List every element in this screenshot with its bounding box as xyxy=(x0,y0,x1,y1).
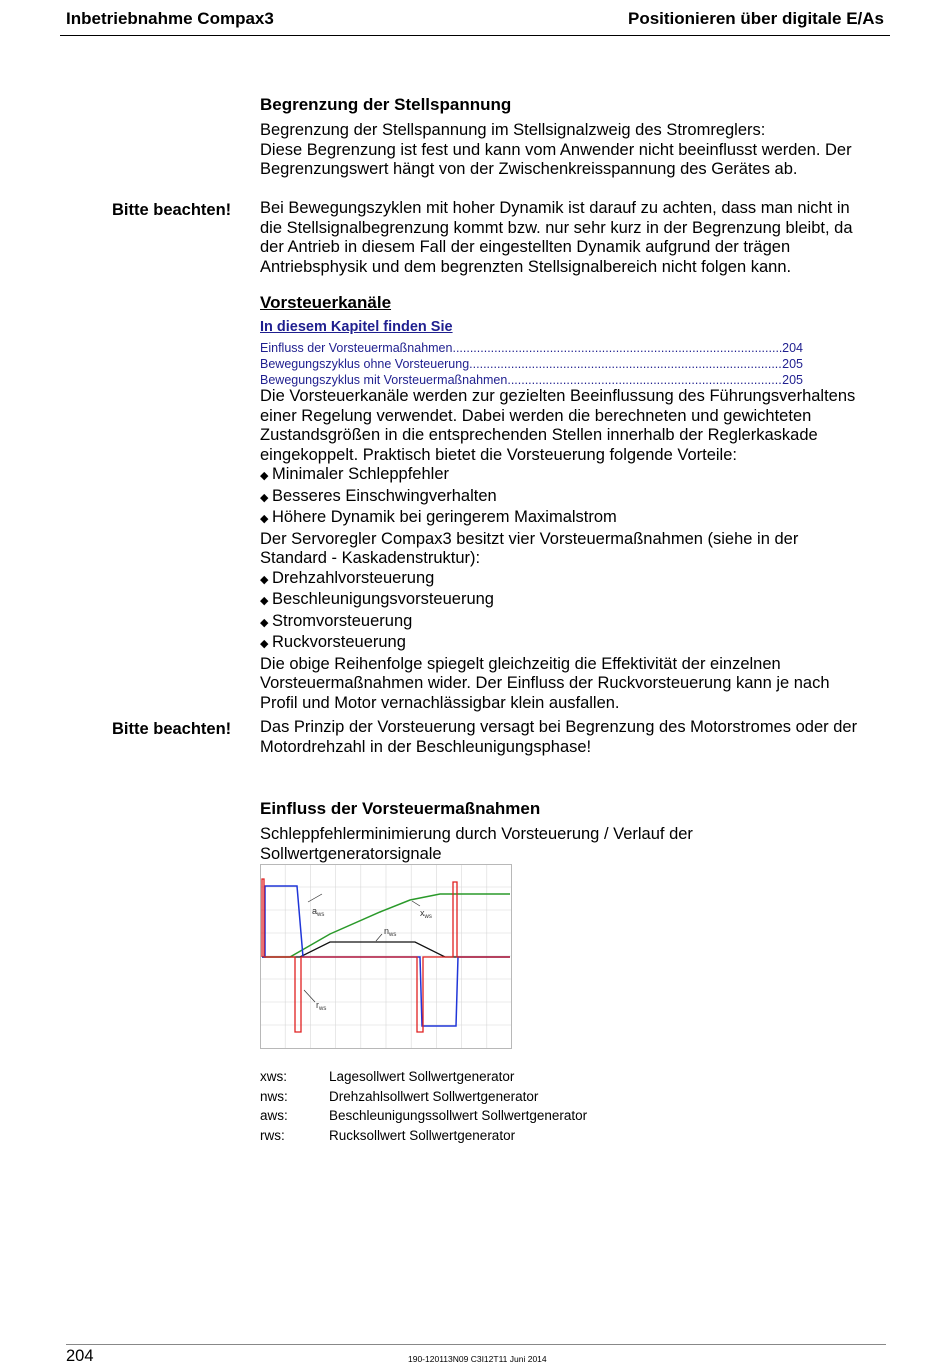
legend-key: nws: xyxy=(260,1088,288,1104)
toc-link[interactable] xyxy=(260,356,803,372)
toc-link-label: Bewegungszyklus mit Vorsteuermaßnahmen xyxy=(260,373,508,387)
diamond-bullet-icon: ◆ xyxy=(260,491,269,504)
note-body xyxy=(260,718,885,757)
body-line: eingekoppelt. Praktisch bietet die Vorsteuerung folgende Vorteile: xyxy=(260,445,737,464)
list-item-text: Minimaler Schleppfehler xyxy=(272,465,449,483)
curve-label-n: $n_{ws}$ xyxy=(384,926,397,938)
note-label: Bitte beachten! xyxy=(112,720,232,738)
toc-leader xyxy=(469,356,782,372)
section-body-einfluss xyxy=(260,825,885,864)
toc-page: 205 xyxy=(782,373,803,387)
curve-label-a: $a_{ws}$ xyxy=(312,906,325,918)
legend-key: xws: xyxy=(260,1069,287,1084)
body-line: Die obige Reihenfolge spiegelt gleichzeitig die Effektivität der einzelnen xyxy=(260,654,781,673)
body-line: Bei Bewegungszyklen mit hoher Dynamik ist darauf zu achten, dass man nicht in xyxy=(260,199,850,217)
body-line: Schleppfehlerminimierung durch Vorsteuerung / Verlauf der xyxy=(260,825,693,843)
diamond-bullet-icon: ◆ xyxy=(260,573,269,586)
body-line: Zustandsgrößen in die entsprechenden Stellen innerhalb der Reglerkaskade xyxy=(260,426,818,444)
body-line: Standard - Kaskadenstruktur): xyxy=(260,549,481,567)
section-body-stellspannung xyxy=(260,121,885,180)
body-line: Motordrehzahl in der Beschleunigungsphase! xyxy=(260,737,592,756)
list-item-text: Höhere Dynamik bei geringerem Maximalstrom xyxy=(272,508,617,526)
setpoint-signals-figure xyxy=(260,864,512,1049)
footer-rule xyxy=(66,1344,886,1345)
list-item-measure xyxy=(260,633,885,655)
header-rule xyxy=(60,35,890,36)
legend-key: rws: xyxy=(260,1127,285,1143)
toc-link-label: Einfluss der Vorsteuermaßnahmen xyxy=(260,341,453,355)
toc-link-label: Bewegungszyklus ohne Vorsteuerung xyxy=(260,357,470,371)
list-item-text: Stromvorsteuerung xyxy=(272,611,413,630)
section-title-stellspannung: Begrenzung der Stellspannung xyxy=(260,95,512,114)
toc-heading: In diesem Kapitel finden Sie xyxy=(260,319,453,335)
toc-list xyxy=(260,340,885,388)
toc-page: 205 xyxy=(782,357,803,371)
toc-link[interactable] xyxy=(260,340,803,356)
section-body-vorsteuerkanaele xyxy=(260,387,885,713)
diamond-bullet-icon: ◆ xyxy=(260,470,269,482)
body-line: Sollwertgeneratorsignale xyxy=(260,844,442,863)
legend-text: Rucksollwert Sollwertgenerator xyxy=(329,1127,516,1143)
diamond-bullet-icon: ◆ xyxy=(260,513,269,525)
header-title-left: Inbetriebnahme Compax3 xyxy=(66,9,274,28)
list-item-advantage xyxy=(260,508,885,530)
legend-entry xyxy=(260,1106,885,1126)
body-line: der Antrieb in diesem Fall der eingestellten Dynamik aufgrund der trägen xyxy=(260,238,791,256)
list-item-text: Drehzahlvorsteuerung xyxy=(272,568,435,587)
legend-text: Lagesollwert Sollwertgenerator xyxy=(329,1069,515,1084)
header-title-right: Positionieren über digitale E/As xyxy=(628,9,884,28)
curve-label-x: $x_{ws}$ xyxy=(420,908,432,920)
list-item-text: Besseres Einschwingverhalten xyxy=(272,486,497,505)
document-code: 190-120113N09 C3I12T11 Juni 2014 xyxy=(408,1354,547,1364)
body-line: Begrenzung der Stellspannung im Stellsignalzweig des Stromreglers: xyxy=(260,121,766,139)
figure-legend xyxy=(260,1067,885,1145)
setpoint-signals-plot xyxy=(260,864,512,1049)
toc-link[interactable] xyxy=(260,372,803,388)
legend-text: Drehzahlsollwert Sollwertgenerator xyxy=(329,1088,539,1104)
body-line: Begrenzungswert hängt von der Zwischenkreisspannung des Gerätes ab. xyxy=(260,160,798,178)
note-label: Bitte beachten! xyxy=(112,201,232,219)
note-body xyxy=(260,199,885,277)
body-line: Vorsteuermaßnahmen wider. Der Einfluss der Ruckvorsteuerung kann je nach xyxy=(260,674,830,692)
body-line: Diese Begrenzung ist fest und kann vom Anwender nicht beeinflusst werden. Der xyxy=(260,140,852,159)
list-item-measure xyxy=(260,612,885,634)
list-item-advantage xyxy=(260,487,885,509)
section-title-einfluss: Einfluss der Vorsteuermaßnahmen xyxy=(260,799,541,818)
list-item-text: Beschleunigungsvorsteuerung xyxy=(272,590,494,608)
diamond-bullet-icon: ◆ xyxy=(260,616,269,629)
page-number: 204 xyxy=(66,1347,94,1365)
toc-page: 204 xyxy=(782,341,803,355)
legend-key: aws: xyxy=(260,1108,288,1123)
diamond-bullet-icon: ◆ xyxy=(260,638,269,650)
toc-leader xyxy=(507,372,782,388)
legend-entry xyxy=(260,1126,885,1146)
diamond-bullet-icon: ◆ xyxy=(260,595,269,607)
curve-label-r: $r_{ws}$ xyxy=(316,1000,327,1012)
body-line: Das Prinzip der Vorsteuerung versagt bei Begrenzung des Motorstromes oder der xyxy=(260,718,858,736)
list-item-measure xyxy=(260,569,885,591)
body-line: Die Vorsteuerkanäle werden zur gezielten Beeinflussung des Führungsverhaltens xyxy=(260,387,856,405)
legend-entry xyxy=(260,1087,885,1107)
section-title-vorsteuerkanaele: Vorsteuerkanäle xyxy=(260,293,392,312)
body-line: die Stellsignalbegrenzung kommt bzw. nur sehr kurz in der Begrenzung bleibt, da xyxy=(260,218,853,237)
list-item-advantage xyxy=(260,465,885,487)
list-item-text: Ruckvorsteuerung xyxy=(272,633,406,651)
body-line: Der Servoregler Compax3 besitzt vier Vorsteuermaßnahmen (siehe in der xyxy=(260,529,799,548)
toc-leader xyxy=(452,340,782,356)
legend-entry xyxy=(260,1067,885,1087)
legend-text: Beschleunigungssollwert Sollwertgenerator xyxy=(329,1108,588,1123)
list-item-measure xyxy=(260,590,885,612)
body-line: Profil und Motor vernachlässigbar klein ausfallen. xyxy=(260,693,620,712)
body-line: einer Regelung verwendet. Dabei werden die berechneten und gewichteten xyxy=(260,406,812,425)
body-line: Antriebsphysik und dem begrenzten Stellsignalbereich nicht folgen kann. xyxy=(260,257,792,276)
